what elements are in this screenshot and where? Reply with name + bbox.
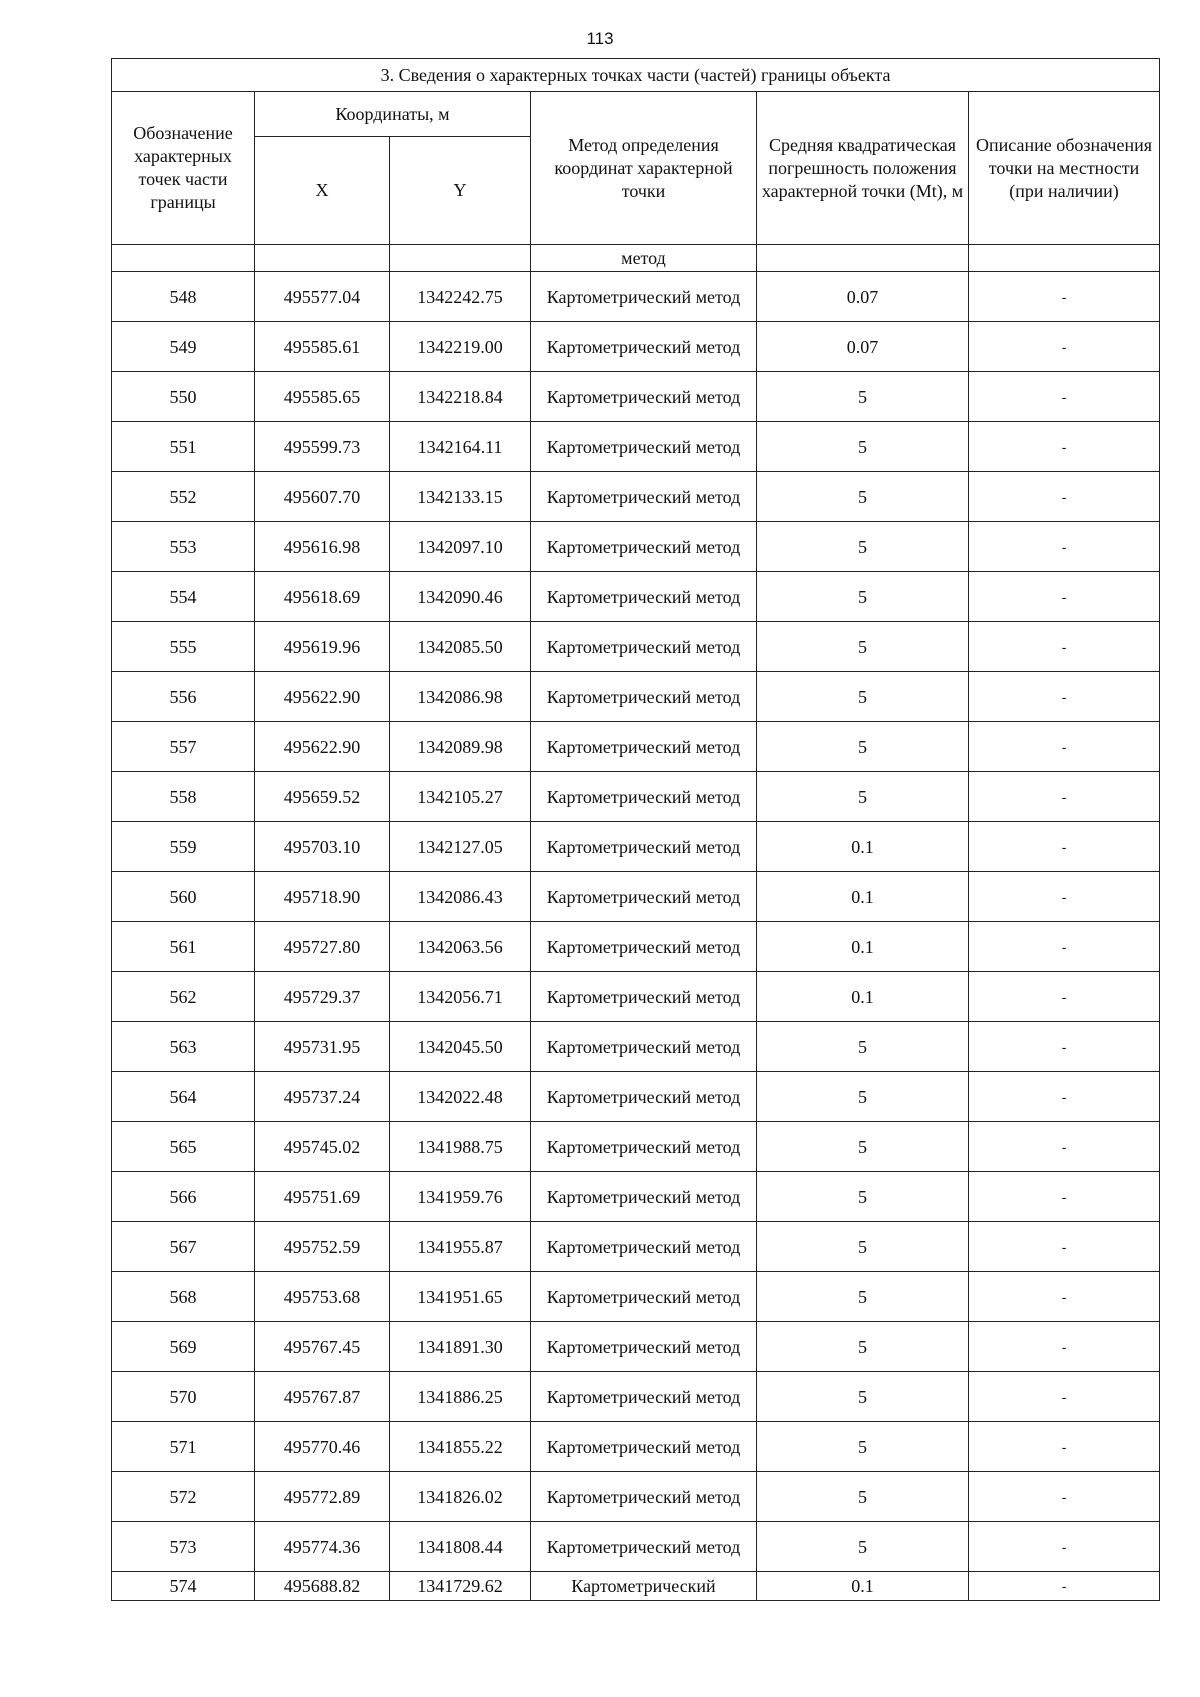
cell-method: Картометрический метод [531, 1372, 757, 1422]
cell-mt: 5 [757, 522, 969, 572]
cell-method: Картометрический метод [531, 972, 757, 1022]
cell-desc [969, 245, 1160, 272]
cell-x: 495599.73 [255, 422, 390, 472]
cell-x: 495607.70 [255, 472, 390, 522]
cell-method: метод [531, 245, 757, 272]
cell-x: 495767.87 [255, 1372, 390, 1422]
cell-desc: - [969, 1472, 1160, 1522]
cell-mt: 5 [757, 1372, 969, 1422]
table-row [112, 822, 1160, 872]
table-row [112, 622, 1160, 672]
cell-y: 1342022.48 [390, 1072, 531, 1122]
cell-x: 495659.52 [255, 772, 390, 822]
cell-mt: 5 [757, 572, 969, 622]
table-title: 3. Сведения о характерных точках части (частей) границы объекта [112, 59, 1160, 92]
cell-y: 1341808.44 [390, 1522, 531, 1572]
cell-mt: 5 [757, 1272, 969, 1322]
table-row [112, 1422, 1160, 1472]
cell-y: 1342133.15 [390, 472, 531, 522]
cell-num: 574 [112, 1572, 255, 1601]
cell-y: 1342090.46 [390, 572, 531, 622]
cell-desc: - [969, 1172, 1160, 1222]
cell-x: 495703.10 [255, 822, 390, 872]
cell-method: Картометрический метод [531, 1272, 757, 1322]
cell-mt: 5 [757, 772, 969, 822]
cell-num: 548 [112, 272, 255, 322]
cell-num: 553 [112, 522, 255, 572]
cell-num: 571 [112, 1422, 255, 1472]
cell-desc: - [969, 272, 1160, 322]
cell-mt: 5 [757, 672, 969, 722]
table-row [112, 722, 1160, 772]
cell-mt: 5 [757, 1172, 969, 1222]
cell-desc: - [969, 872, 1160, 922]
cell-desc: - [969, 972, 1160, 1022]
cell-num: 555 [112, 622, 255, 672]
cell-method: Картометрический метод [531, 1072, 757, 1122]
cell-desc: - [969, 1572, 1160, 1601]
cell-mt: 5 [757, 1072, 969, 1122]
cell-method: Картометрический метод [531, 1172, 757, 1222]
cell-y: 1342242.75 [390, 272, 531, 322]
table-row [112, 1272, 1160, 1322]
table-row [112, 922, 1160, 972]
cell-num: 566 [112, 1172, 255, 1222]
cell-method: Картометрический метод [531, 272, 757, 322]
cell-mt: 5 [757, 1522, 969, 1572]
cell-num: 558 [112, 772, 255, 822]
cell-desc: - [969, 322, 1160, 372]
header-description: Описание обозначения точки на местности (при наличии) [969, 92, 1160, 245]
cell-desc: - [969, 372, 1160, 422]
cell-mt: 0.1 [757, 922, 969, 972]
cell-mt: 0.1 [757, 972, 969, 1022]
characteristic-points-table [111, 58, 1160, 1601]
cell-desc: - [969, 922, 1160, 972]
table-row [112, 1122, 1160, 1172]
cell-x [255, 245, 390, 272]
cell-y: 1341951.65 [390, 1272, 531, 1322]
cell-y: 1341855.22 [390, 1422, 531, 1472]
cell-method: Картометрический метод [531, 1022, 757, 1072]
header-y: Y [390, 137, 531, 245]
cell-x: 495767.45 [255, 1322, 390, 1372]
cell-y: 1342086.98 [390, 672, 531, 722]
cell-x: 495622.90 [255, 672, 390, 722]
cell-x: 495770.46 [255, 1422, 390, 1472]
table-row [112, 1172, 1160, 1222]
cell-mt: 5 [757, 1122, 969, 1172]
cell-mt: 5 [757, 1422, 969, 1472]
cell-x: 495752.59 [255, 1222, 390, 1272]
cell-mt: 5 [757, 472, 969, 522]
header-coordinates: Координаты, м [255, 92, 531, 137]
table-row [112, 1522, 1160, 1572]
header-designation: Обозначение характерных точек части границы [112, 92, 255, 245]
cell-y: 1341959.76 [390, 1172, 531, 1222]
cell-method: Картометрический метод [531, 1522, 757, 1572]
cell-mt: 5 [757, 1022, 969, 1072]
cell-y: 1341826.02 [390, 1472, 531, 1522]
cell-method: Картометрический метод [531, 772, 757, 822]
cell-mt: 0.1 [757, 872, 969, 922]
cell-y: 1342105.27 [390, 772, 531, 822]
cell-y: 1342219.00 [390, 322, 531, 372]
cell-x: 495731.95 [255, 1022, 390, 1072]
cell-desc: - [969, 772, 1160, 822]
cell-desc: - [969, 1022, 1160, 1072]
cell-method: Картометрический метод [531, 1422, 757, 1472]
cell-x: 495774.36 [255, 1522, 390, 1572]
cell-mt: 5 [757, 722, 969, 772]
table-row [112, 1572, 1160, 1601]
cell-y: 1342063.56 [390, 922, 531, 972]
cell-y: 1341891.30 [390, 1322, 531, 1372]
cell-method: Картометрический метод [531, 572, 757, 622]
cell-method: Картометрический метод [531, 472, 757, 522]
cell-method: Картометрический метод [531, 322, 757, 372]
cell-num: 562 [112, 972, 255, 1022]
cell-desc: - [969, 1372, 1160, 1422]
cell-x: 495585.61 [255, 322, 390, 372]
cell-desc: - [969, 722, 1160, 772]
cell-desc: - [969, 422, 1160, 472]
cell-num: 556 [112, 672, 255, 722]
cell-mt: 5 [757, 372, 969, 422]
cell-x: 495718.90 [255, 872, 390, 922]
table-row [112, 322, 1160, 372]
table-row [112, 1372, 1160, 1422]
cell-mt: 5 [757, 1322, 969, 1372]
table-row [112, 1022, 1160, 1072]
cell-mt: 5 [757, 622, 969, 672]
cell-x: 495585.65 [255, 372, 390, 422]
cell-num: 565 [112, 1122, 255, 1172]
table-row [112, 772, 1160, 822]
continuation-row [112, 245, 1160, 272]
cell-method: Картометрический метод [531, 722, 757, 772]
table-row [112, 422, 1160, 472]
cell-y: 1342164.11 [390, 422, 531, 472]
cell-method: Картометрический метод [531, 1322, 757, 1372]
cell-mt: 0.1 [757, 1572, 969, 1601]
cell-num: 551 [112, 422, 255, 472]
cell-x: 495729.37 [255, 972, 390, 1022]
cell-x: 495737.24 [255, 1072, 390, 1122]
cell-y: 1342089.98 [390, 722, 531, 772]
cell-y: 1342127.05 [390, 822, 531, 872]
cell-method: Картометрический метод [531, 872, 757, 922]
table-row [112, 372, 1160, 422]
cell-method: Картометрический метод [531, 372, 757, 422]
cell-desc: - [969, 1122, 1160, 1172]
cell-desc: - [969, 622, 1160, 672]
cell-desc: - [969, 522, 1160, 572]
cell-mt: 5 [757, 1472, 969, 1522]
cell-method: Картометрический метод [531, 922, 757, 972]
table-row [112, 272, 1160, 322]
cell-num: 564 [112, 1072, 255, 1122]
cell-desc: - [969, 1072, 1160, 1122]
table-row [112, 522, 1160, 572]
cell-x: 495622.90 [255, 722, 390, 772]
cell-desc: - [969, 1322, 1160, 1372]
cell-x: 495618.69 [255, 572, 390, 622]
cell-y: 1342097.10 [390, 522, 531, 572]
cell-y: 1342045.50 [390, 1022, 531, 1072]
table-row [112, 972, 1160, 1022]
cell-desc: - [969, 822, 1160, 872]
cell-x: 495751.69 [255, 1172, 390, 1222]
cell-num: 550 [112, 372, 255, 422]
cell-mt: 0.07 [757, 322, 969, 372]
cell-desc: - [969, 1222, 1160, 1272]
cell-desc: - [969, 572, 1160, 622]
cell-num: 569 [112, 1322, 255, 1372]
cell-method: Картометрический метод [531, 1222, 757, 1272]
cell-y: 1342218.84 [390, 372, 531, 422]
cell-desc: - [969, 672, 1160, 722]
cell-y [390, 245, 531, 272]
cell-x: 495772.89 [255, 1472, 390, 1522]
cell-num: 560 [112, 872, 255, 922]
cell-x: 495577.04 [255, 272, 390, 322]
cell-y: 1341955.87 [390, 1222, 531, 1272]
table-row [112, 472, 1160, 522]
cell-method: Картометрический метод [531, 422, 757, 472]
cell-x: 495616.98 [255, 522, 390, 572]
cell-num: 573 [112, 1522, 255, 1572]
cell-method: Картометрический метод [531, 822, 757, 872]
cell-y: 1341988.75 [390, 1122, 531, 1172]
cell-x: 495753.68 [255, 1272, 390, 1322]
cell-num: 561 [112, 922, 255, 972]
cell-mt: 0.1 [757, 822, 969, 872]
table-row [112, 872, 1160, 922]
cell-num [112, 245, 255, 272]
cell-num: 552 [112, 472, 255, 522]
cell-desc: - [969, 1522, 1160, 1572]
cell-x: 495727.80 [255, 922, 390, 972]
table-row [112, 672, 1160, 722]
cell-method: Картометрический метод [531, 1472, 757, 1522]
cell-x: 495688.82 [255, 1572, 390, 1601]
cell-method: Картометрический метод [531, 522, 757, 572]
cell-y: 1342085.50 [390, 622, 531, 672]
header-error: Средняя квадратическая погрешность положения характерной точки (Mt), м [757, 92, 969, 245]
cell-num: 568 [112, 1272, 255, 1322]
cell-method: Картометрический метод [531, 622, 757, 672]
cell-x: 495619.96 [255, 622, 390, 672]
cell-num: 567 [112, 1222, 255, 1272]
cell-num: 559 [112, 822, 255, 872]
cell-desc: - [969, 472, 1160, 522]
cell-y: 1342056.71 [390, 972, 531, 1022]
header-x: X [255, 137, 390, 245]
cell-num: 549 [112, 322, 255, 372]
cell-method: Картометрический метод [531, 672, 757, 722]
table-row [112, 1072, 1160, 1122]
cell-num: 554 [112, 572, 255, 622]
table-row [112, 1322, 1160, 1372]
page-number: 113 [586, 29, 614, 48]
cell-y: 1341886.25 [390, 1372, 531, 1422]
cell-method: Картометрический [531, 1572, 757, 1601]
cell-mt: 5 [757, 1222, 969, 1272]
table-row [112, 572, 1160, 622]
cell-y: 1341729.62 [390, 1572, 531, 1601]
cell-y: 1342086.43 [390, 872, 531, 922]
cell-mt: 0.07 [757, 272, 969, 322]
cell-mt [757, 245, 969, 272]
cell-x: 495745.02 [255, 1122, 390, 1172]
cell-method: Картометрический метод [531, 1122, 757, 1172]
cell-desc: - [969, 1272, 1160, 1322]
cell-num: 572 [112, 1472, 255, 1522]
cell-num: 563 [112, 1022, 255, 1072]
cell-desc: - [969, 1422, 1160, 1472]
cell-num: 557 [112, 722, 255, 772]
cell-mt: 5 [757, 422, 969, 472]
table-row [112, 1222, 1160, 1272]
table-row [112, 1472, 1160, 1522]
header-method: Метод определения координат характерной точки [531, 92, 757, 245]
cell-num: 570 [112, 1372, 255, 1422]
